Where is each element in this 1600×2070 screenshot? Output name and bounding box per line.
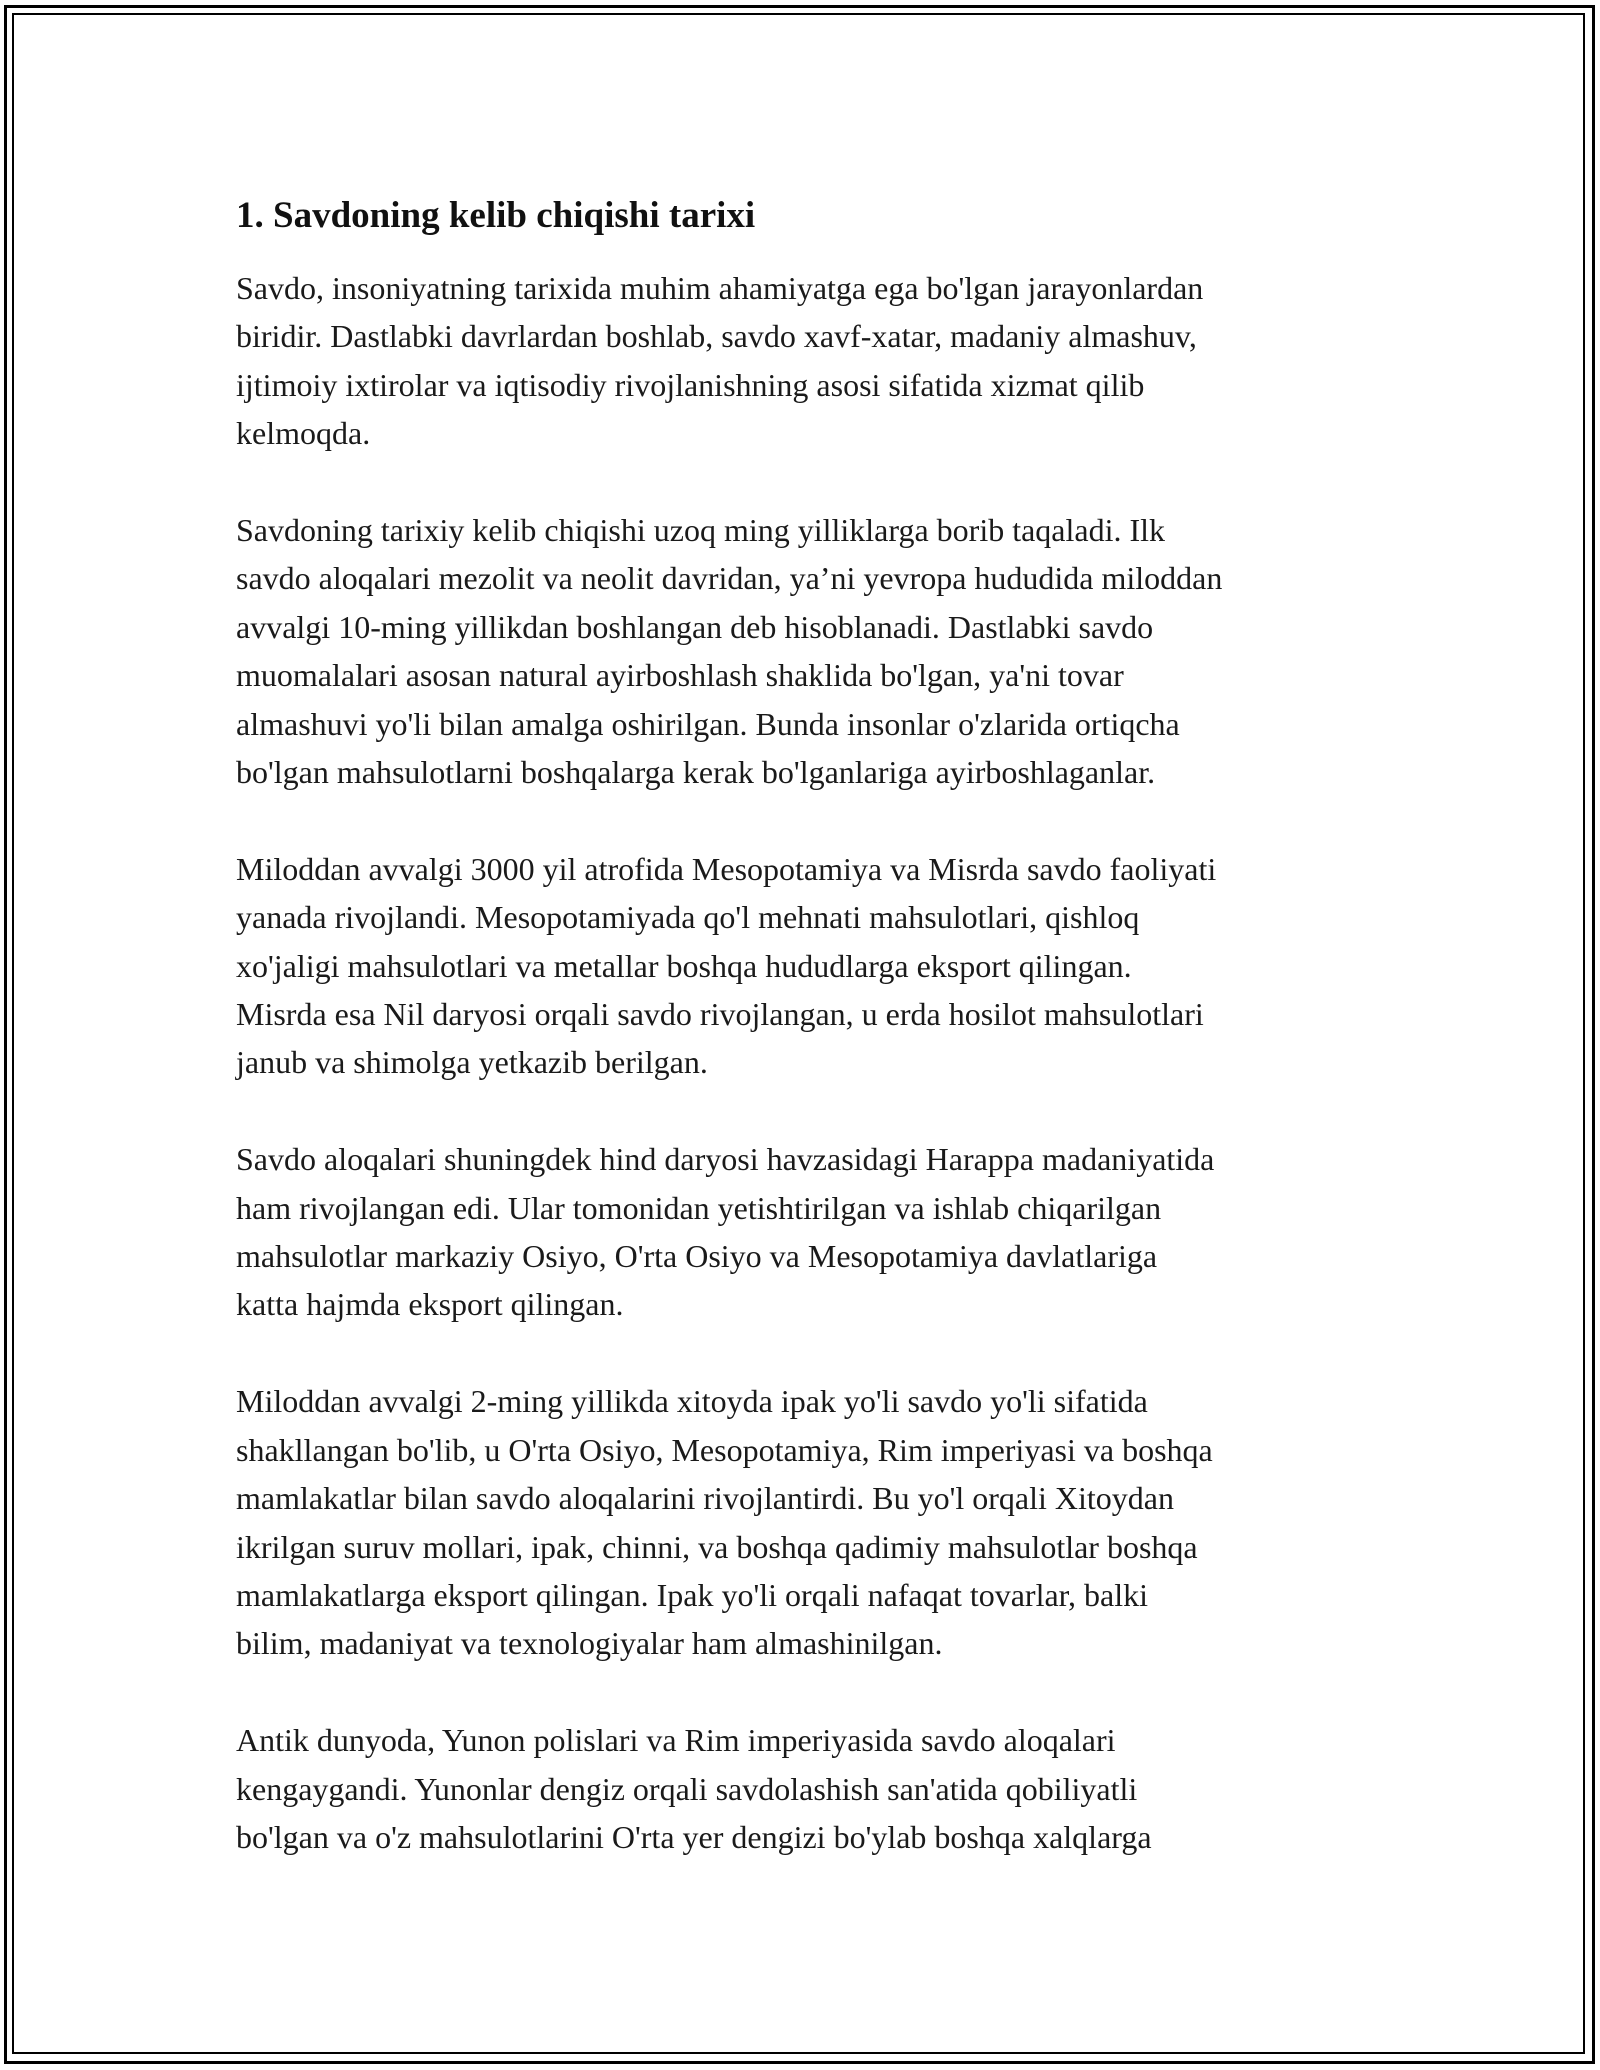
paragraph-line: ham rivojlangan edi. Ular tomonidan yetishtirilgan va ishlab chiqarilgan	[236, 1189, 1162, 1226]
paragraph-line: biridir. Dastlabki davrlardan boshlab, savdo xavf-xatar, madaniy almashuv,	[236, 318, 1197, 355]
paragraph-line: xo'jaligi mahsulotlari va metallar boshqa hududlarga eksport qilingan.	[236, 947, 1132, 984]
paragraph-line: Miloddan avvalgi 2-ming yillikda xitoyda ipak yo'li savdo yo'li sifatida	[236, 1383, 1148, 1420]
paragraph-line: ikrilgan suruv mollari, ipak, chinni, va boshqa qadimiy mahsulotlar boshqa	[236, 1528, 1198, 1565]
paragraph-line: Miloddan avvalgi 3000 yil atrofida Mesopotamiya va Misrda savdo faoliyati	[236, 850, 1217, 887]
paragraphs-container	[236, 264, 1376, 1861]
paragraph-line: muomalalari asosan natural ayirboshlash shaklida bo'lgan, ya'ni tovar	[236, 657, 1124, 694]
paragraph-line: Savdoning tarixiy kelib chiqishi uzoq ming yilliklarga borib taqaladi. Ilk	[236, 512, 1166, 549]
paragraph-line: Misrda esa Nil daryosi orqali savdo rivojlangan, u erda hosilot mahsulotlari	[236, 996, 1204, 1033]
paragraph-line: mamlakatlarga eksport qilingan. Ipak yo'li orqali nafaqat tovarlar, balki	[236, 1576, 1149, 1613]
paragraph-line: yanada rivojlandi. Mesopotamiyada qo'l mehnati mahsulotlari, qishloq	[236, 899, 1140, 936]
paragraph-line: mahsulotlar markaziy Osiyo, O'rta Osiyo va Mesopotamiya davlatlariga	[236, 1238, 1158, 1275]
document-body	[236, 188, 1376, 1861]
paragraph-line: savdo aloqalari mezolit va neolit davridan, ya’ni yevropa hududida miloddan	[236, 560, 1223, 597]
paragraph-line: ijtimoiy ixtirolar va iqtisodiy rivojlanishning asosi sifatida xizmat qilib	[236, 366, 1145, 403]
paragraph-line: Savdo aloqalari shuningdek hind daryosi havzasidagi Harappa madaniyatida	[236, 1141, 1215, 1178]
paragraph-line: kengaygandi. Yunonlar dengiz orqali savdolashish san'atida qobiliyatli	[236, 1770, 1138, 1807]
paragraph	[236, 506, 1376, 796]
paragraph-line: almashuvi yo'li bilan amalga oshirilgan. Bunda insonlar o'zlarida ortiqcha	[236, 705, 1180, 742]
paragraph-line: bo'lgan va o'z mahsulotlarini O'rta yer dengizi bo'ylab boshqa xalqlarga	[236, 1818, 1152, 1855]
paragraph-line: bilim, madaniyat va texnologiyalar ham almashinilgan.	[236, 1625, 943, 1662]
paragraph-line: mamlakatlar bilan savdo aloqalarini rivojlantirdi. Bu yo'l orqali Xitoydan	[236, 1480, 1174, 1517]
paragraph	[236, 845, 1376, 1087]
section-heading: 1. Savdoning kelib chiqishi tarixi	[236, 195, 756, 236]
paragraph-line: Antik dunyoda, Yunon polislari va Rim imperiyasida savdo aloqalari	[236, 1722, 1116, 1759]
paragraph	[236, 1716, 1376, 1861]
paragraph-line: bo'lgan mahsulotlarni boshqalarga kerak bo'lganlariga ayirboshlaganlar.	[236, 754, 1156, 791]
paragraph-line: kelmoqda.	[236, 415, 371, 452]
paragraph-line: Savdo, insoniyatning tarixida muhim ahamiyatga ega bo'lgan jarayonlardan	[236, 270, 1204, 306]
paragraph-line: katta hajmda eksport qilingan.	[236, 1286, 624, 1323]
paragraph	[236, 1135, 1376, 1329]
paragraph	[236, 264, 1376, 458]
paragraph-line: avvalgi 10-ming yillikdan boshlangan deb hisoblanadi. Dastlabki savdo	[236, 608, 1154, 645]
paragraph-line: shakllangan bo'lib, u O'rta Osiyo, Mesopotamiya, Rim imperiyasi va boshqa	[236, 1431, 1213, 1468]
paragraph-line: janub va shimolga yetkazib berilgan.	[236, 1044, 708, 1081]
paragraph	[236, 1377, 1376, 1667]
